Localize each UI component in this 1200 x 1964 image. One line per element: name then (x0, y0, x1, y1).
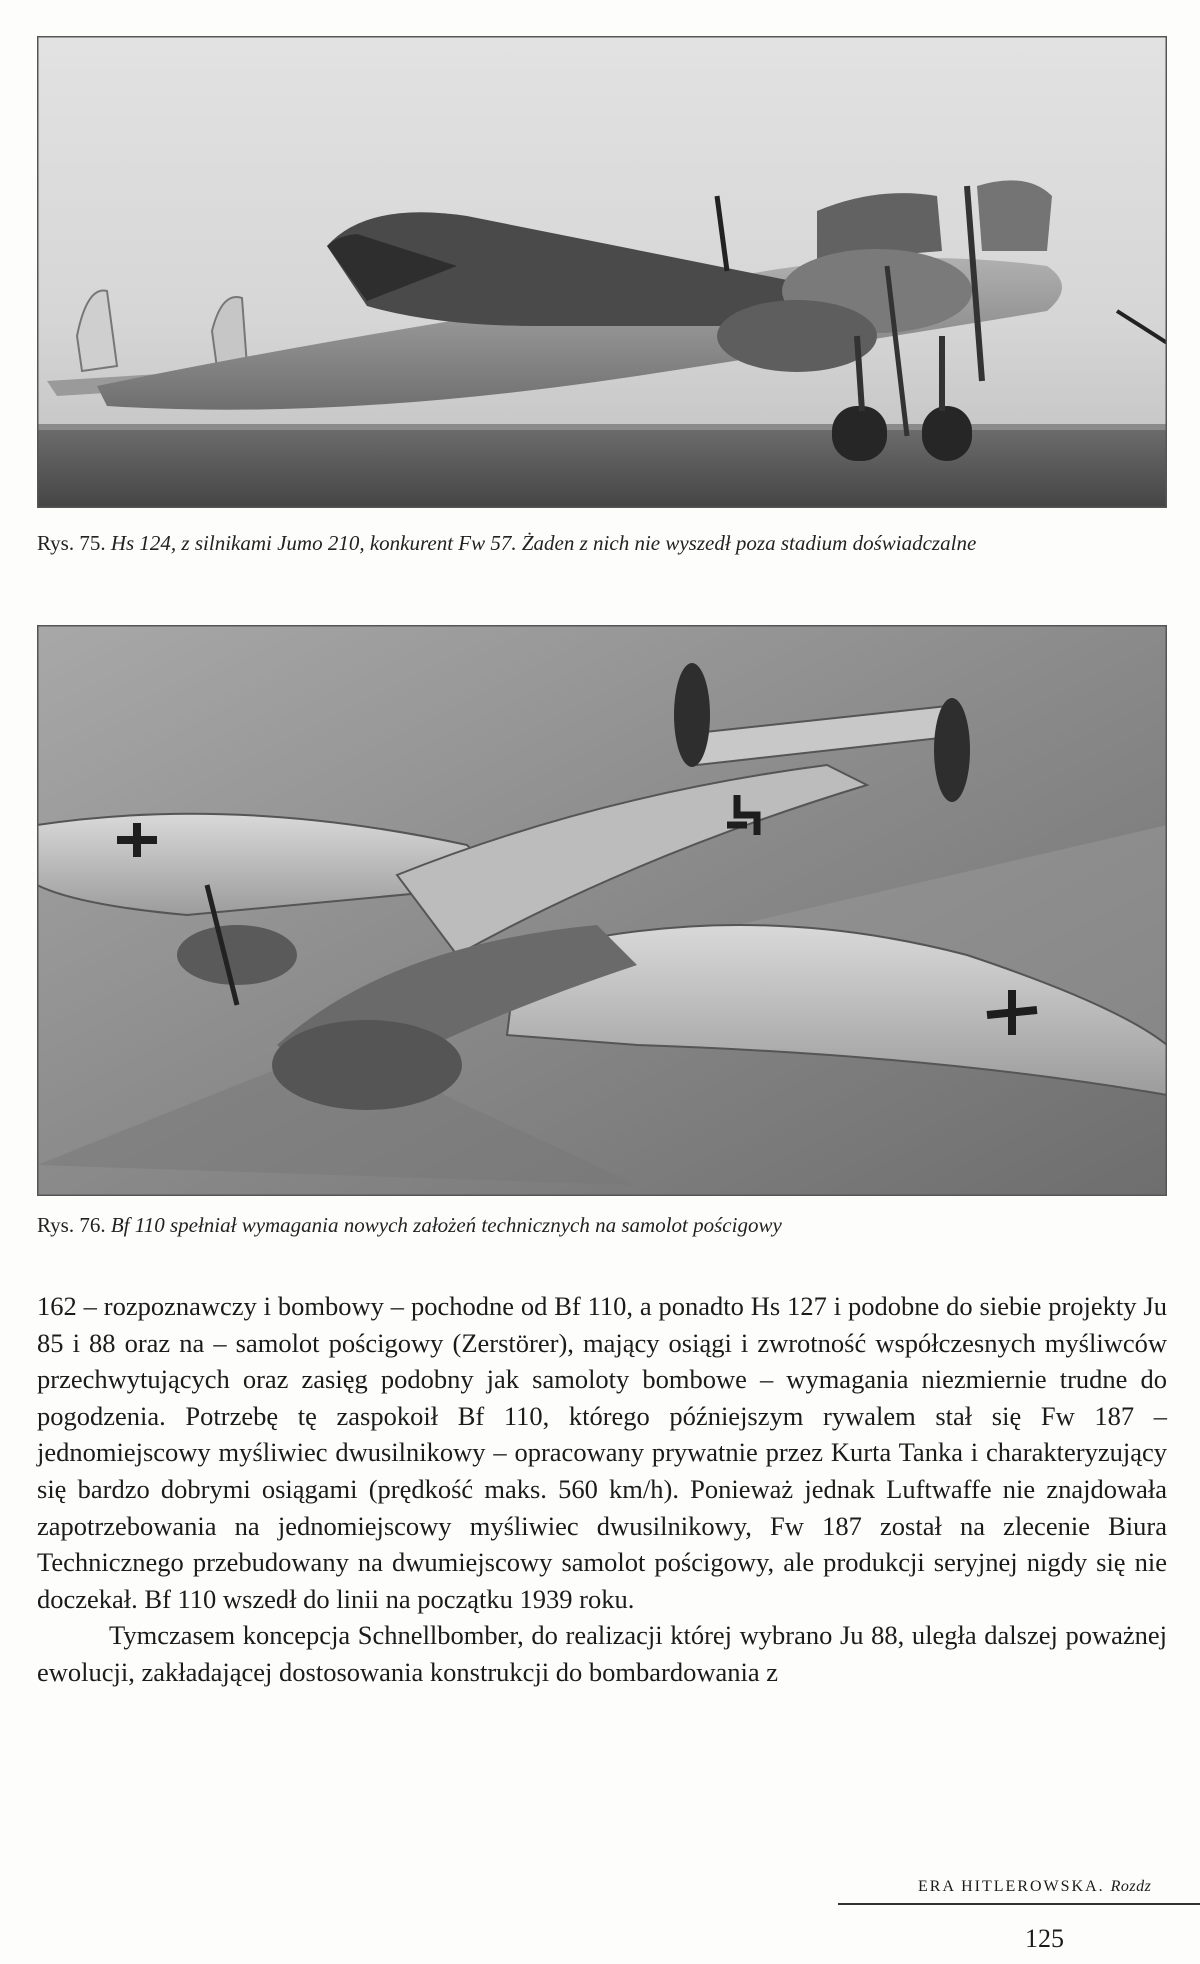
figure-75-photo (37, 36, 1167, 508)
figure-76-caption-text: Bf 110 spełniał wymagania nowych założeń technicznych na samolot pościgowy (110, 1213, 782, 1237)
running-title (918, 1878, 1151, 1896)
figure-76-caption (37, 1208, 1172, 1242)
bf110-aircraft-illustration (37, 625, 1167, 1196)
running-title-text: ERA HITLEROWSKA. (918, 1878, 1105, 1895)
hs124-aircraft-illustration (37, 36, 1167, 508)
figure-76-label: Rys. 76. (37, 1213, 106, 1237)
figure-75-caption-text: Hs 124, z silnikami Jumo 210, konkurent Fw 57. Żaden z nich nie wyszedł poza stadium doświadczalne (110, 531, 977, 555)
running-title-italic: Rozdz (1110, 1878, 1152, 1895)
body-text (37, 1288, 1167, 1691)
figure-75-caption (37, 526, 1172, 560)
figure-76-photo (37, 625, 1167, 1196)
footer-rule (838, 1903, 1200, 1905)
paragraph-2: Tymczasem koncepcja Schnellbomber, do realizacji której wybrano Ju 88, uległa dalszej poważnej ewolucji, zakładającej dostosowania konstrukcji do bombardowania z (37, 1620, 1167, 1687)
paragraph-1: 162 – rozpoznawczy i bombowy – pochodne od Bf 110, a ponadto Hs 127 i podobne do siebie projekty Ju 85 i 88 oraz na – samolot pościgowy (Zerstörer), mający osiągi i zwrotność współczesnych myśliwców przechwytujących oraz zasięg podobny jak samoloty bombowe – wymagania niezmiernie trudne do pogodzenia. Potrzebę tę zaspokoił Bf 110, którego późniejszym rywalem stał się Fw 187 – jednomiejscowy myśliwiec dwusilnikowy – opracowany prywatnie przez Kurta Tanka i charakteryzujący się bardzo dobrymi osiągami (prędkość maks. 560 km/h). Ponieważ jednak Luftwaffe nie znajdowała zapotrzebowania na jednomiejscowy myśliwiec dwusilnikowy, Fw 187 został na zlecenie Biura Technicznego przebudowany na dwumiejscowy samolot pościgowy, ale produkcji seryjnej nigdy się nie doczekał. Bf 110 wszedł do linii na początku 1939 roku. (37, 1291, 1167, 1614)
figure-75-label: Rys. 75. (37, 531, 106, 555)
page-number: 125 (1025, 1924, 1064, 1953)
